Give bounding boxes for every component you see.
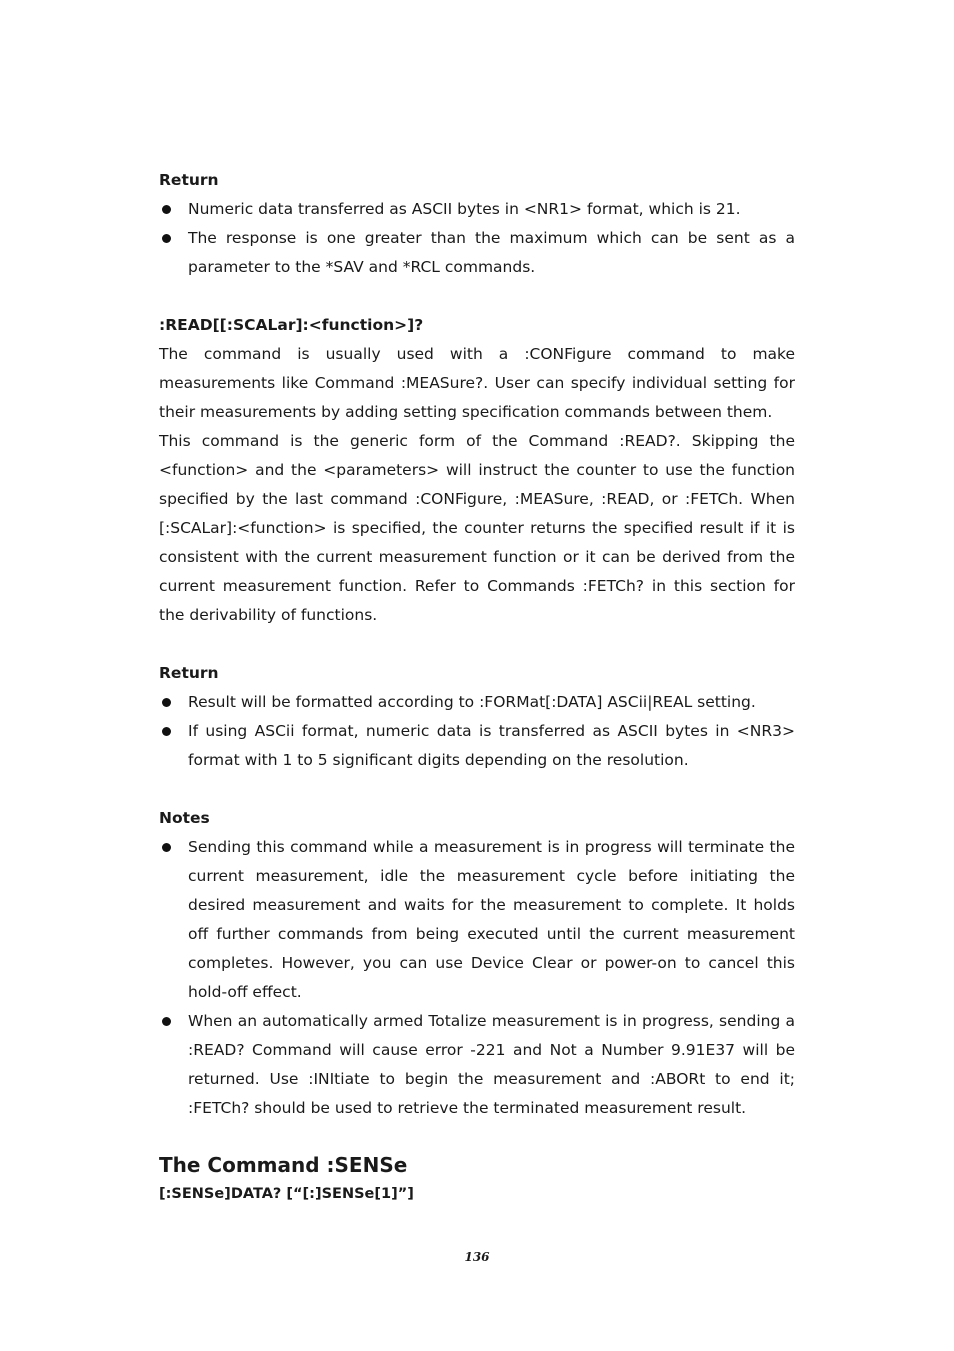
bullet-text: Result will be formatted according to :FORMat[:DATA] ASCii|REAL setting. [188,693,756,711]
list-item [159,688,795,717]
read-description-paragraph-2: This command is the generic form of the Command :READ?. Skipping the <function> and the <parameters> will instruct the counter to use the function specified by the last command :CONFigure, :MEASure, :READ, or :FETCh. When [:SCALar]:<function> is specified, the counter returns the specified result if it is consistent with the current measurement function or it can be derived from the current measurement function. Refer to Commands :FETCh? in this section for the derivability of functions. [159,432,795,624]
section-title: The Command :SENSe [159,1153,408,1177]
sense-command-heading: [:SENSe]DATA? [“[:]SENSe[1]”] [159,1186,414,1202]
read-description-paragraph: The command is usually used with a :CONFigure command to make measurements like Command :MEASure?. User can specify individual setting for their measurements by adding setting specification commands between them. [159,345,795,421]
document-page [159,166,795,1209]
return-bullet-list [159,195,795,282]
notes-bullet-list [159,833,795,1123]
read-command-heading: :READ[[:SCALar]:<function>]? [159,316,424,334]
bullet-icon [162,205,171,214]
bullet-icon [162,843,171,852]
bullet-icon [162,234,171,243]
bullet-text: The response is one greater than the maximum which can be sent as a parameter to the *SAV and *RCL commands. [188,229,795,276]
bullet-icon [162,727,171,736]
list-item [159,224,795,282]
return-bullet-list-2 [159,688,795,775]
bullet-text: When an automatically armed Totalize measurement is in progress, sending a :READ? Command will cause error -221 and Not a Number 9.91E37 will be returned. Use :INItiate to begin the measurement and :ABORt to end it; :FETCh? should be used to retrieve the terminated measurement result. [188,1012,795,1117]
list-item [159,1007,795,1123]
bullet-text: Numeric data transferred as ASCII bytes in <NR1> format, which is 21. [188,200,741,218]
list-item [159,717,795,775]
list-item [159,195,795,224]
notes-heading: Notes [159,809,210,827]
bullet-text: Sending this command while a measurement is in progress will terminate the current measurement, idle the measurement cycle before initiating the desired measurement and waits for the measurement to complete. It holds off further commands from being executed until the current measurement completes. However, you can use Device Clear or power-on to cancel this hold-off effect. [188,838,795,1001]
return-heading-2: Return [159,664,219,682]
bullet-icon [162,698,171,707]
bullet-text: If using ASCii format, numeric data is transferred as ASCII bytes in <NR3> format with 1 to 5 significant digits depending on the resolution. [188,722,795,769]
page-number: 136 [464,1250,490,1264]
bullet-icon [162,1017,171,1026]
list-item [159,833,795,1007]
return-heading: Return [159,171,219,189]
